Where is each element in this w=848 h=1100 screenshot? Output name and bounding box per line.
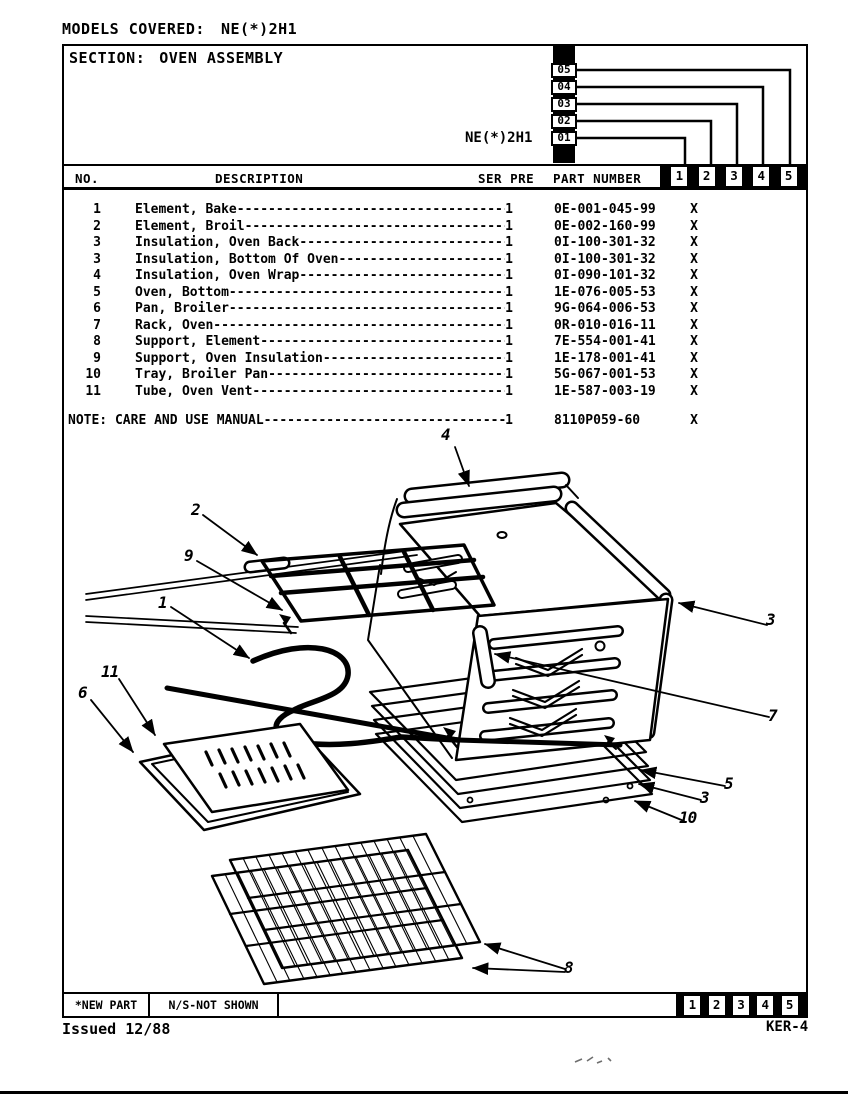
- table-row: [75, 252, 715, 269]
- serial-box-04: 04: [551, 80, 577, 95]
- part-no: 3: [93, 251, 101, 267]
- part-description-cell: [135, 384, 513, 401]
- table-row: [75, 268, 715, 285]
- note-column1-mark: X: [690, 413, 698, 428]
- models-covered-line: [62, 20, 297, 38]
- column-header-ser-pre: SER PRE: [478, 171, 535, 186]
- dash-leader: [299, 268, 505, 285]
- note-qty: 1: [505, 413, 513, 428]
- new-part-legend: *NEW PART: [64, 994, 150, 1016]
- part-description: Insulation, Oven Back: [135, 235, 300, 250]
- serial-box-02: 02: [551, 114, 577, 129]
- callout-9: 9: [184, 546, 193, 565]
- part-no: 3: [93, 235, 101, 250]
- note-part-number: 8110P059-60: [554, 413, 641, 428]
- model-column-box: 1: [684, 996, 700, 1015]
- dash-leader: [229, 285, 505, 302]
- part-qty: 1: [505, 251, 513, 267]
- content-border: [62, 44, 808, 1018]
- part-no: 7: [93, 317, 101, 333]
- part-qty: 1: [505, 367, 513, 382]
- serial-box-01: 01: [551, 131, 577, 146]
- part-number: 5G-067-001-53: [554, 367, 656, 382]
- table-row: [75, 219, 715, 236]
- part-description-cell: [135, 252, 513, 269]
- part-number: 1E-076-005-53: [554, 284, 656, 300]
- part-description-cell: [135, 268, 513, 285]
- part-qty: 1: [505, 334, 513, 349]
- callout-3b: 3: [700, 788, 709, 807]
- models-covered-value: NE(*)2H1: [220, 20, 298, 38]
- part-number: 0E-002-160-99: [554, 218, 656, 234]
- column-header-description: DESCRIPTION: [215, 171, 304, 186]
- table-row: [75, 285, 715, 302]
- column1-mark: X: [690, 367, 698, 382]
- part-description: Element, Bake: [135, 202, 237, 217]
- part-number: 9G-064-006-53: [554, 301, 656, 316]
- part-qty: 1: [505, 218, 513, 234]
- column-header-part-number: PART NUMBER: [553, 171, 642, 186]
- parts-table: [75, 202, 715, 400]
- part-number: 0I-090-101-32: [554, 268, 656, 283]
- dash-leader: [237, 202, 505, 219]
- part-description: Support, Oven Insulation: [135, 350, 323, 366]
- model-column-box: 1: [671, 167, 687, 186]
- column1-mark: X: [690, 251, 698, 267]
- dash-leader: [299, 235, 505, 252]
- part-qty: 1: [505, 350, 513, 366]
- part-qty: 1: [505, 268, 513, 283]
- model-column-box: 4: [753, 167, 769, 186]
- part-description: Oven, Bottom: [135, 284, 229, 300]
- column1-mark: X: [690, 218, 698, 234]
- callout-11: 11: [101, 662, 119, 681]
- dash-leader: [229, 301, 505, 318]
- column-header-no: NO.: [75, 171, 100, 186]
- part-description-cell: [135, 301, 513, 318]
- column1-mark: X: [690, 334, 698, 349]
- part-qty: 1: [505, 235, 513, 250]
- section-line: [69, 49, 283, 67]
- dash-leader: [252, 384, 505, 401]
- part-description: Insulation, Bottom Of Oven: [135, 251, 339, 267]
- callout-10: 10: [679, 808, 697, 827]
- issued-date: Issued 12/88: [62, 1020, 171, 1038]
- dash-leader: [264, 413, 506, 429]
- part-qty: 1: [505, 202, 513, 217]
- part-qty: 1: [505, 383, 513, 399]
- dash-leader: [213, 318, 505, 335]
- part-number: 7E-554-001-41: [554, 334, 656, 349]
- table-row: [75, 367, 715, 384]
- part-number: 0I-100-301-32: [554, 251, 656, 267]
- part-no: 8: [93, 334, 101, 349]
- dash-leader: [260, 334, 505, 351]
- dash-leader: [339, 252, 506, 269]
- column1-mark: X: [690, 317, 698, 333]
- part-description: Support, Element: [135, 334, 261, 349]
- model-column-box: 5: [782, 996, 798, 1015]
- part-description-cell: [135, 334, 513, 351]
- part-no: 1: [93, 202, 101, 217]
- model-column-box: 4: [757, 996, 773, 1015]
- model-column-box: 3: [726, 167, 742, 186]
- part-number: 1E-178-001-41: [554, 350, 656, 366]
- column1-mark: X: [690, 268, 698, 283]
- part-no: 10: [85, 367, 101, 382]
- part-no: 4: [93, 268, 101, 283]
- part-description-cell: [135, 318, 513, 335]
- table-row: [75, 301, 715, 318]
- part-number: 0I-100-301-32: [554, 235, 656, 250]
- part-description: Element, Broil: [135, 218, 245, 234]
- part-description: Insulation, Oven Wrap: [135, 268, 300, 283]
- page-code: KER-4: [766, 1019, 809, 1035]
- part-number: 1E-587-003-19: [554, 383, 656, 399]
- models-covered-label: MODELS COVERED:: [62, 20, 205, 38]
- callout-6: 6: [78, 683, 87, 702]
- table-row: [75, 384, 715, 401]
- model-column-box: 2: [709, 996, 725, 1015]
- column1-mark: X: [690, 235, 698, 250]
- part-no: 2: [93, 218, 101, 234]
- serial-box-05: 05: [551, 63, 577, 78]
- callout-3a: 3: [766, 610, 775, 629]
- not-shown-legend: N/S-NOT SHOWN: [150, 994, 279, 1016]
- callout-5: 5: [724, 774, 733, 793]
- column1-mark: X: [690, 284, 698, 300]
- model-column-box: 5: [781, 167, 797, 186]
- part-no: 6: [93, 301, 101, 316]
- part-description-cell: [135, 219, 513, 236]
- part-no: 11: [85, 383, 101, 399]
- scan-artifact: [575, 1057, 611, 1063]
- part-qty: 1: [505, 284, 513, 300]
- serial-box-03: 03: [551, 97, 577, 112]
- model-column-box: 2: [699, 167, 715, 186]
- table-row: [75, 318, 715, 335]
- part-qty: 1: [505, 317, 513, 333]
- part-description: Pan, Broiler: [135, 301, 229, 316]
- callout-2: 2: [191, 500, 200, 519]
- table-row: [75, 351, 715, 368]
- part-description-cell: [135, 351, 513, 368]
- part-description: Tube, Oven Vent: [135, 383, 253, 399]
- dash-leader: [268, 367, 505, 384]
- footer-model-column-bar: [676, 994, 806, 1016]
- part-description: Rack, Oven: [135, 317, 214, 333]
- dash-leader: [323, 351, 505, 368]
- part-number: 0E-001-045-99: [554, 202, 656, 217]
- column1-mark: X: [690, 202, 698, 217]
- model-column-bar: [660, 166, 808, 187]
- callout-1: 1: [158, 593, 167, 612]
- note-label: NOTE: CARE AND USE MANUAL: [68, 413, 264, 428]
- part-description-cell: [135, 235, 513, 252]
- callout-4: 4: [441, 425, 450, 444]
- column1-mark: X: [690, 301, 698, 316]
- part-number: 0R-010-016-11: [554, 317, 656, 333]
- section-label: SECTION:: [69, 49, 146, 67]
- part-description-cell: [135, 285, 513, 302]
- dash-leader: [245, 219, 506, 236]
- part-no: 5: [93, 284, 101, 300]
- callout-8: 8: [564, 958, 573, 977]
- note-row: [68, 413, 715, 429]
- table-row: [75, 202, 715, 219]
- callout-7: 7: [768, 706, 777, 725]
- part-description-cell: [135, 202, 513, 219]
- table-row: [75, 334, 715, 351]
- footer-spacer: [279, 994, 676, 1016]
- part-no: 9: [93, 350, 101, 366]
- table-header: [62, 164, 808, 190]
- table-row: [75, 235, 715, 252]
- model-column-box: 3: [733, 996, 749, 1015]
- footer-legend-bar: [62, 992, 808, 1018]
- column1-mark: X: [690, 350, 698, 366]
- model-ladder-label: NE(*)2H1: [465, 130, 533, 146]
- part-description-cell: [135, 367, 513, 384]
- part-qty: 1: [505, 301, 513, 316]
- column1-mark: X: [690, 383, 698, 399]
- section-value: OVEN ASSEMBLY: [159, 49, 284, 67]
- part-description: Tray, Broiler Pan: [135, 367, 269, 382]
- bottom-rule: [0, 1091, 848, 1094]
